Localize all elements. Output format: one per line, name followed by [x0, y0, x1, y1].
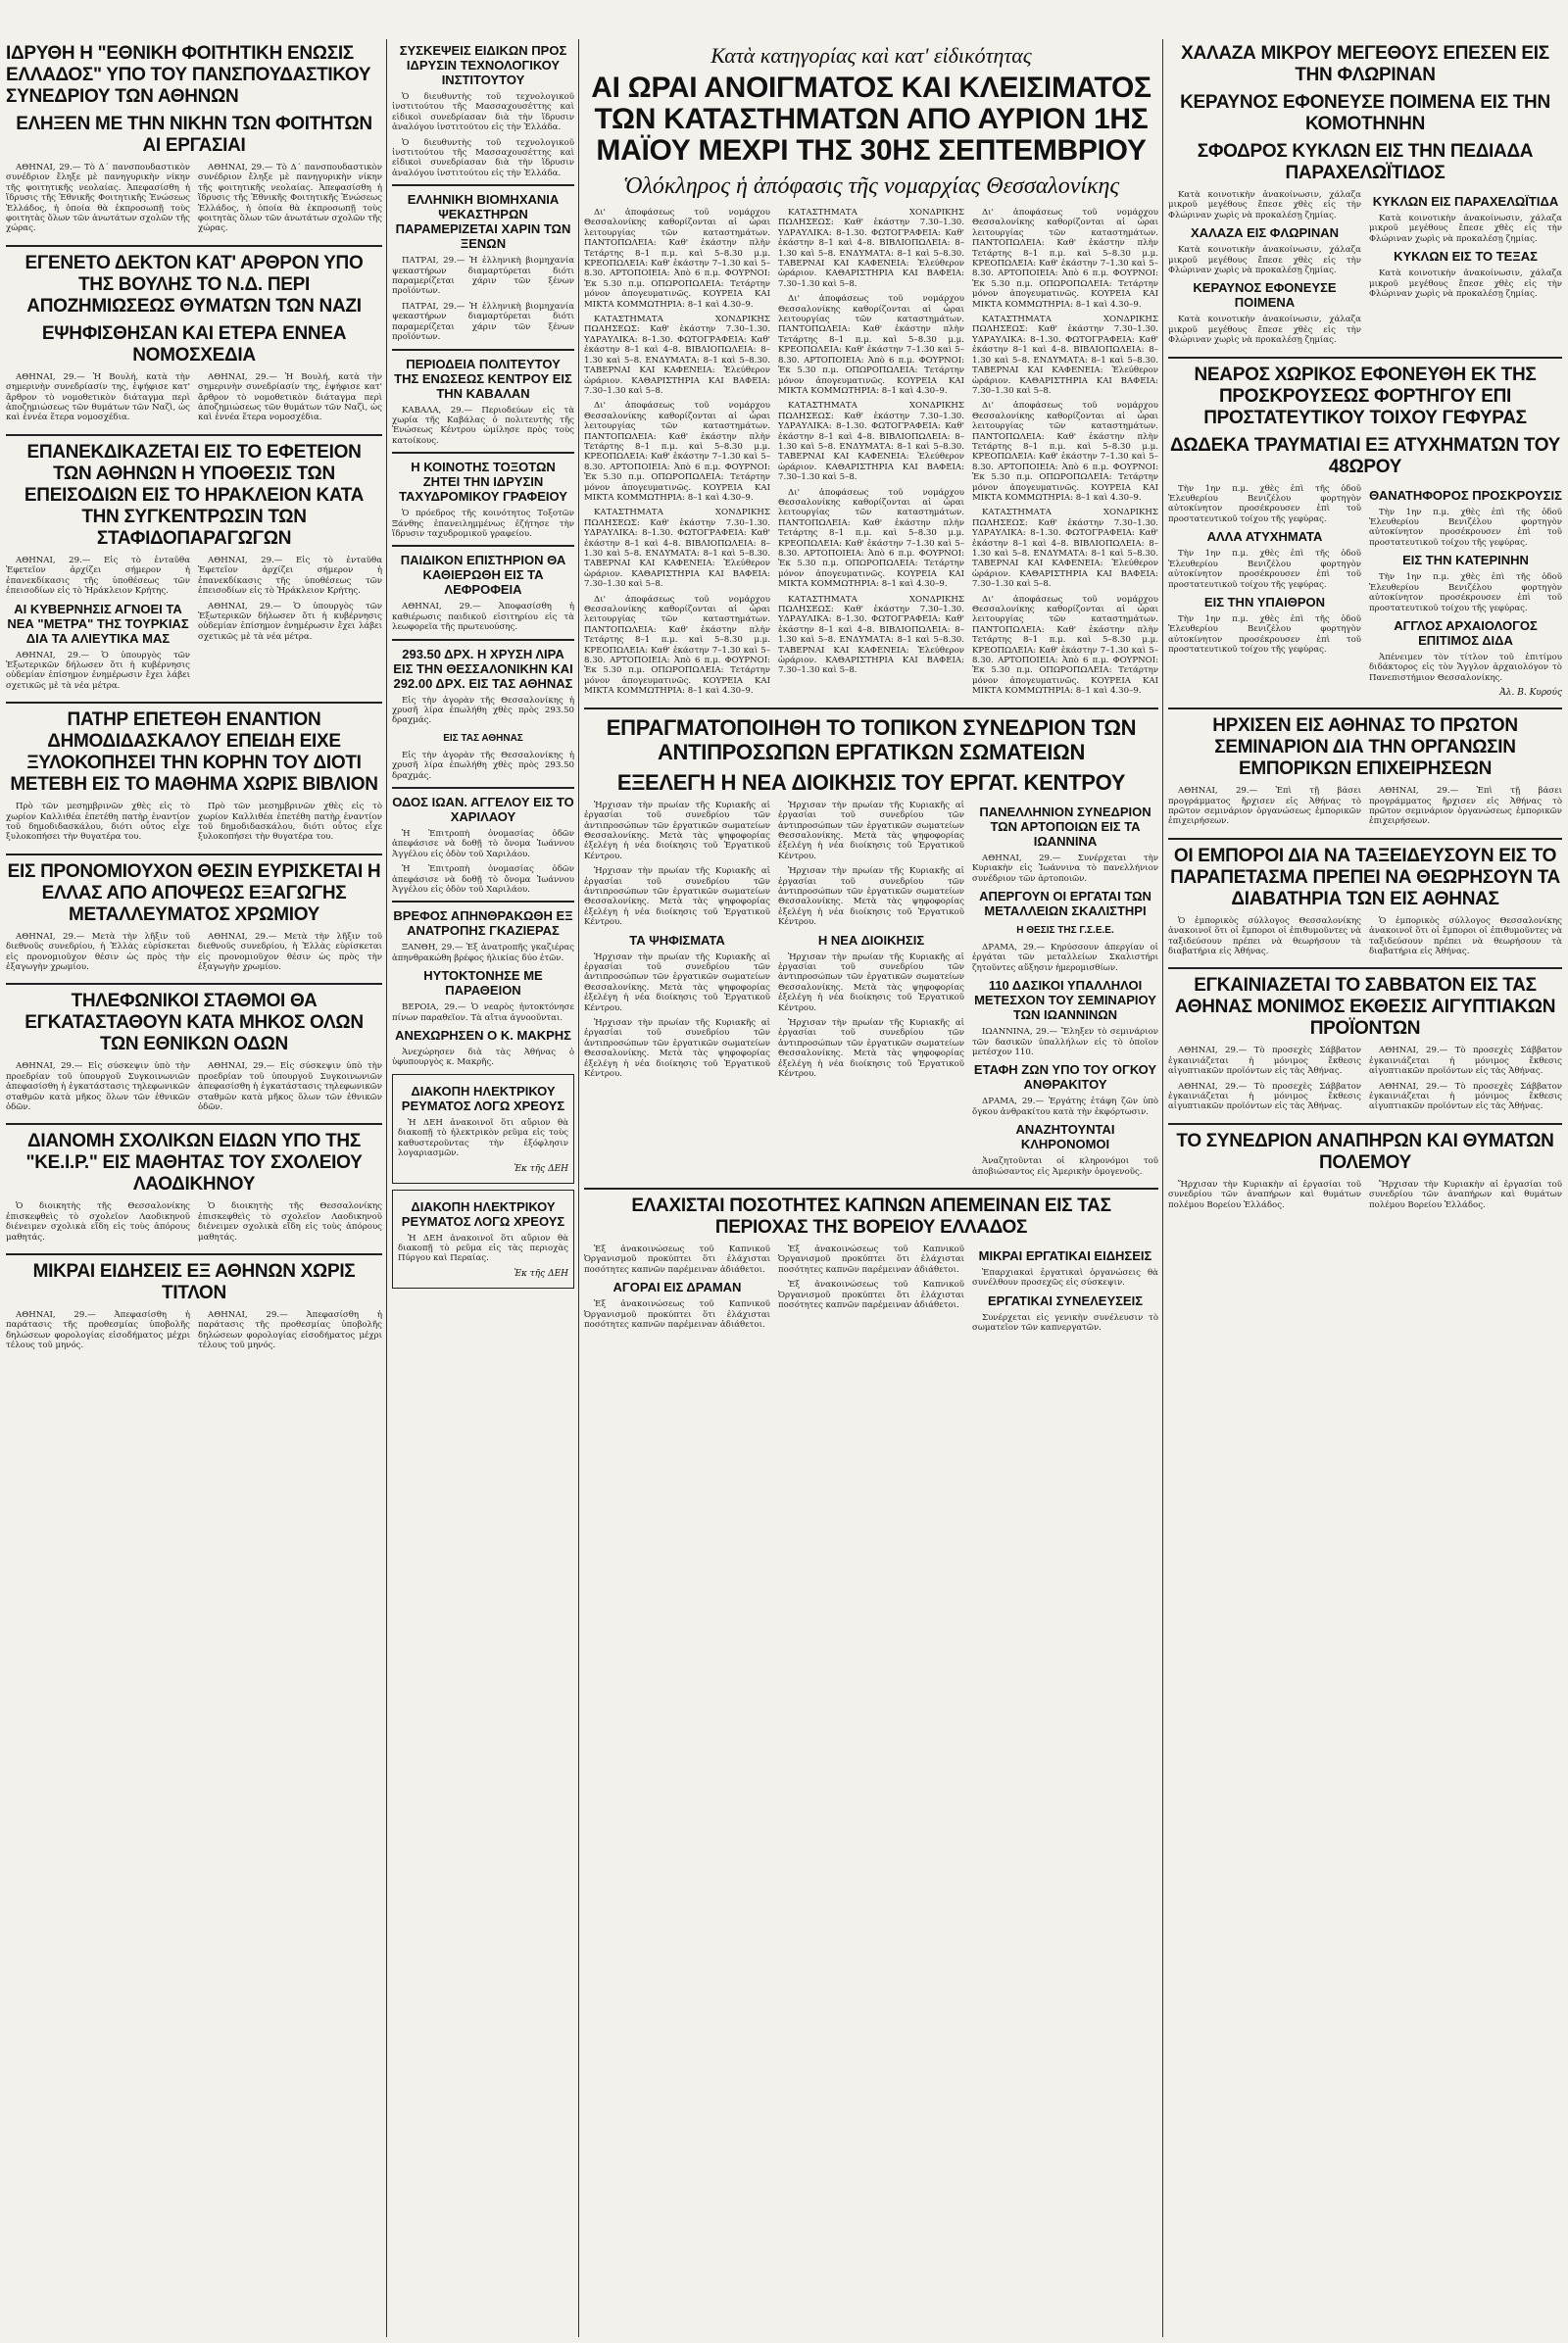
section-label-votes: ΤΑ ΨΗΦΙΣΜΑΤΑ [629, 932, 725, 948]
headline-hail-florina: ΧΑΛΑΖΑ ΜΙΚΡΟΥ ΜΕΓΕΘΟΥΣ ΕΠΕΣΕΝ ΕΙΣ ΤΗΝ ΦΛΩΡΙΝΑΝ [1181, 43, 1549, 85]
divider [6, 983, 382, 985]
subheadline-nazi-victims: ΕΨΗΦΙΣΘΗΣΑΝ ΚΑΙ ΕΤΕΡΑ ΕΝΝΕΑ ΝΟΜΟΣΧΕΔΙΑ [41, 322, 347, 366]
lead-article [584, 208, 1158, 702]
article-text: Ἠρχισαν τὴν πρωίαν τῆς Κυριακῆς αἱ ἐργασίαι τοῦ συνεδρίου τῶν ἀντιπροσώπων τῶν ἐργατικῶν σωματείων Θεσσαλονίκης. Μετὰ τὰς ψηφοφορίας ἐξελέγη ἡ νέα διοίκησις τοῦ Ἐργατικοῦ Κέντρου. [584, 1018, 770, 1080]
article-text: Ἀναζητοῦνται οἱ κληρονόμοι τοῦ ἀποβιώσαντος εἰς Ἀμερικὴν ὁμογενοῦς. [972, 1156, 1158, 1177]
article-text: Ἡ Ἐπιτροπὴ ὀνομασίας ὁδῶν ἀπεφάσισε νὰ δοθῇ τὸ ὄνομα Ἰωάννου Ἀγγέλου εἰς ὁδὸν τοῦ Χαριλάου. [392, 864, 574, 896]
column-5 [1168, 39, 1562, 2337]
divider [1168, 1123, 1562, 1125]
headline-nazi-victims: ΕΓΕΝΕΤΟ ΔΕΚΤΟΝ ΚΑΤ' ΑΡΘΡΟΝ ΥΠΟ ΤΗΣ ΒΟΥΛΗΣ ΤΟ Ν.Δ. ΠΕΡΙ ΑΠΟΖΗΜΙΩΣΕΩΣ ΘΥΜΑΤΩΝ ΤΩΝ ΝΑΖΙ [24, 252, 364, 317]
article-text: Τὴν 1ην π.μ. χθὲς ἐπὶ τῆς ὁδοῦ Ἐλευθερίου Βενιζέλου φορτηγὸν αὐτοκίνητον προσέκρουσεν ἐπὶ τοῦ προστατευτικοῦ τοίχου τῆς γεφύρας. [1168, 483, 1361, 524]
exhibition-section [1168, 1046, 1562, 1116]
lead-kicker: Κατὰ κατηγορίας καὶ κατ' εἰδικότητας [710, 43, 1032, 68]
headline-teacher-attack: ΠΑΤΗΡ ΕΠΕΤΕΘΗ ΕΝΑΝΤΙΟΝ ΔΗΜΟΔΙΔΑΣΚΑΛΟΥ ΕΠΕΙΔΗ ΕΙΧΕ ΞΥΛΟΚΟΠΗΣΕΙ ΤΗΝ ΚΟΡΗΝ ΤΟΥ ΔΙΟΤΙ ΜΕΤΕΒΗ ΕΙΣ ΤΟ ΜΑΘΗΜΑ ΧΩΡΙΣ ΒΙΒΛΙΟΝ [10, 709, 378, 796]
article-text: ΑΘΗΝΑΙ, 29.— Εἰς τὸ ἐνταῦθα Ἐφετεῖον ἀρχίζει σήμερον ἡ ἐπανεκδίκασις τῆς ὑποθέσεως τῶν ἐπεισοδίων εἰς τὸ Ἡράκλειον Κρήτης. [6, 555, 190, 597]
article-text: Ἠρχισαν τὴν πρωίαν τῆς Κυριακῆς αἱ ἐργασίαι τοῦ συνεδρίου τῶν ἀντιπροσώπων τῶν ἐργατικῶν σωματείων Θεσσαλονίκης. Μετὰ τὰς ψηφοφορίας ἐξελέγη ἡ νέα διοίκησις τοῦ Ἐργατικοῦ Κέντρου. [778, 952, 964, 1013]
headline-makris-departure: ΑΝΕΧΩΡΗΣΕΝ Ο Κ. ΜΑΚΡΗΣ [395, 1028, 571, 1044]
section-label: ΚΥΚΛΩΝ ΕΙΣ ΤΟ ΤΕΞΑΣ [1394, 249, 1538, 265]
divider [584, 1188, 1158, 1190]
article-text: ΙΩΑΝΝΙΝΑ, 29.— Ἔληξεν τὸ σεμινάριον τῶν δασικῶν ὑπαλλήλων εἰς τὸ ὁποῖον μετέσχον 110. [972, 1027, 1158, 1057]
article-text: Ἠρχισαν τὴν πρωίαν τῆς Κυριακῆς αἱ ἐργασίαι τοῦ συνεδρίου τῶν ἀντιπροσώπων τῶν ἐργατικῶν σωματείων Θεσσαλονίκης. Μετὰ τὰς ψηφοφορίας ἐξελέγη ἡ νέα διοίκησις τοῦ Ἐργατικοῦ Κέντρου. [584, 952, 770, 1013]
article-text: Ἤρχισαν τὴν Κυριακὴν αἱ ἐργασίαι τοῦ συνεδρίου τῶν ἀναπήρων καὶ θυμάτων πολέμου Βορείου Ἑλλάδος. [1168, 1179, 1361, 1210]
notice-power-cut-2 [392, 1190, 574, 1289]
article-text: Ἐξ ἀνακοινώσεως τοῦ Καπνικοῦ Ὀργανισμοῦ προκύπτει ὅτι ἐλάχισται ποσότητες καπνῶν παρέμειναν ἀδιάθετοι. [778, 1280, 964, 1310]
article-text: Ἠρχισαν τὴν πρωίαν τῆς Κυριακῆς αἱ ἐργασίαι τοῦ συνεδρίου τῶν ἀντιπροσώπων τῶν ἐργατικῶν σωματείων Θεσσαλονίκης. Μετὰ τὰς ψηφοφορίας ἐξελέγη ἡ νέα διοίκησις τοῦ Ἐργατικοῦ Κέντρου. [584, 866, 770, 928]
article-text: ΑΘΗΝΑΙ, 29.— Ἐπὶ τῇ βάσει προγράμματος ἤρχισεν εἰς Ἀθήνας τὸ πρῶτον σεμινάριον ὀργανώσεως ἐμπορικῶν ἐπιχειρήσεων. [1369, 786, 1562, 827]
headline-school-supplies: ΔΙΑΝΟΜΗ ΣΧΟΛΙΚΩΝ ΕΙΔΩΝ ΥΠΟ ΤΗΣ "ΚΕ.Ι.Ρ." ΕΙΣ ΜΑΘΗΤΑΣ ΤΟΥ ΣΧΟΛΕΙΟΥ ΛΑΟΔΙΚΗΝΟΥ [25, 1131, 363, 1196]
divider [6, 702, 382, 704]
headline-merchant-visas: ΟΙ ΕΜΠΟΡΟΙ ΔΙΑ ΝΑ ΤΑΞΕΙΔΕΥΣΟΥΝ ΕΙΣ ΤΟ ΠΑΡΑΠΕΤΑΣΜΑ ΠΡΕΠΕΙ ΝΑ ΘΕΩΡΗΣΟΥΝ ΤΑ ΔΙΑΒΑΤΗΡΙΑ ΤΩΝ ΕΙΣ ΑΘΗΝΑΣ [1170, 845, 1560, 909]
subheadline-cyclone: ΣΦΟΔΡΟΣ ΚΥΚΛΩΝ ΕΙΣ ΤΗΝ ΠΕΔΙΑΔΑ ΠΑΡΑΧΕΛΩΪΤΙΔΟΣ [1197, 141, 1534, 183]
article-text: Κατὰ κοινοτικὴν ἀνακοίνωσιν, χάλαζα μικροῦ μεγέθους ἔπεσε χθὲς εἰς τὴν Φλώριναν χωρὶς νὰ προκαλέσῃ ζημίας. [1369, 268, 1562, 300]
seminar-section [1168, 786, 1562, 832]
section-label: ΕΙΣ ΤΗΝ ΥΠΑΙΘΡΟΝ [1203, 594, 1326, 610]
column-rule [578, 39, 579, 2337]
column-rule [386, 39, 387, 2337]
headline-mine-strike: ΑΠΕΡΓΟΥΝ ΟΙ ΕΡΓΑΤΑΙ ΤΩΝ ΜΕΤΑΛΛΕΙΩΝ ΣΚΑΛΙΣΤΗΡΙ [979, 888, 1152, 918]
article-text: ΑΘΗΝΑΙ, 29.— Ἀπεφασίσθη ἡ παράτασις τῆς προθεσμίας ὑποβολῆς δηλώσεων φορολογίας εἰσοδήματος μέχρι τέλους τοῦ μηνός. [6, 1310, 190, 1351]
article-text: ΑΘΗΝΑΙ, 29.— Ἐπὶ τῇ βάσει προγράμματος ἤρχισεν εἰς Ἀθήνας τὸ πρῶτον σεμινάριον ὀργανώσεως ἐμπορικῶν ἐπιχειρήσεων. [1168, 786, 1361, 827]
subheadline-injured: ΔΩΔΕΚΑ ΤΡΑΥΜΑΤΙΑΙ ΕΞ ΑΤΥΧΗΜΑΤΩΝ ΤΟΥ 48ΩΡΟΥ [1169, 434, 1561, 477]
divider [1168, 357, 1562, 359]
lead-deck: Ὁλόκληρος ἡ ἀπόφασις τῆς νομαρχίας Θεσσαλονίκης [622, 173, 1120, 199]
article-text: Ἤρχισαν τὴν Κυριακὴν αἱ ἐργασίαι τοῦ συνεδρίου τῶν ἀναπήρων καὶ θυμάτων πολέμου Βορείου Ἑλλάδος. [1369, 1179, 1562, 1210]
article-text: Ἐξ ἀνακοινώσεως τοῦ Καπνικοῦ Ὀργανισμοῦ προκύπτει ὅτι ἐλάχισται ποσότητες καπνῶν παρέμειναν ἀδιάθετοι. [778, 1244, 964, 1275]
divider [6, 245, 382, 247]
section-label: ΧΑΛΑΖΑ ΕΙΣ ΦΛΩΡΙΝΑΝ [1191, 225, 1339, 241]
lead-headline: ΑΙ ΩΡΑΙ ΑΝΟΙΓΜΑΤΟΣ ΚΑΙ ΚΛΕΙΣΙΜΑΤΟΣ ΤΩΝ ΚΑΤΑΣΤΗΜΑΤΩΝ ΑΠΟ ΑΥΡΙΟΝ 1ΗΣ ΜΑΪΟΥ ΜΕΧΡΙ ΤΗΣ 30ΗΣ ΣΕΠΤΕΜΒΡΙΟΥ [591, 72, 1152, 167]
headline-egypt-exhibition: ΕΓΚΑΙΝΙΑΖΕΤΑΙ ΤΟ ΣΑΒΒΑΤΟΝ ΕΙΣ ΤΑΣ ΑΘΗΝΑΣ ΜΟΝΙΜΟΣ ΕΚΘΕΣΙΣ ΑΙΓΥΠΤΙΑΚΩΝ ΠΡΟΪΟΝΤΩΝ [1174, 975, 1556, 1040]
section-label: ΕΙΣ ΤΗΝ ΚΑΤΕΡΙΝΗΝ [1402, 553, 1529, 568]
article-text: ΑΘΗΝΑΙ, 29.— Ἡ Βουλή, κατὰ τὴν σημερινὴν συνεδρίασίν της, ἐψήφισε κατ' ἄρθρον τὸ νομοθετικὸν διάταγμα περὶ ἀποζημιώσεως τῶν θυμάτων τῶν Ναζὶ, ὡς καὶ ἐννέα ἕτερα νομοσχέδια. [6, 371, 190, 423]
article-text: Δι' ἀποφάσεως τοῦ νομάρχου Θεσσαλονίκης καθορίζονται αἱ ὧραι λειτουργίας τῶν καταστημάτων. ΠΑΝΤΟΠΩΛΕΙΑ: Καθ' ἑκάστην πλὴν Τετάρτης 8–1 π.μ. καὶ 5–8.30 μ.μ. ΚΡΕΟΠΩΛΕΙΑ: Καθ' ἑκάστην 7–1.30 καὶ 5–8.30. ΑΡΤΟΠΟΙΕΙΑ: Ἀπὸ 6 π.μ. ΦΟΥΡΝΟΙ: Ἐκ 5.30 π.μ. ΟΠΩΡΟΠΩΛΕΙΑ: Τετάρτην μόνον ἀπογευματινῶς. ΚΟΥΡΕΙΑ ΚΑΙ ΜΙΚΤΑ ΚΟΜΜΩΤΗΡΙΑ: 8–1 καὶ 4.30–9. [972, 401, 1158, 503]
headline-business-seminar: ΗΡΧΙΣΕΝ ΕΙΣ ΑΘΗΝΑΣ ΤΟ ΠΡΩΤΟΝ ΣΕΜΙΝΑΡΙΟΝ ΔΙΑ ΤΗΝ ΟΡΓΑΝΩΣΙΝ ΕΜΠΟΡΙΚΩΝ ΕΠΙΧΕΙΡΗΣΕΩΝ [1212, 715, 1518, 780]
article-telephone-stations [6, 1061, 382, 1117]
article-text: Συνέρχεται εἰς γενικὴν συνέλευσιν τὸ σωματεῖον τῶν καπνεργατῶν. [972, 1312, 1158, 1334]
article-text: ΑΘΗΝΑΙ, 29.— Ἡ Βουλή, κατὰ τὴν σημερινὴν συνεδρίασίν της, ἐψήφισε κατ' ἄρθρον τὸ νομοθετικὸν διάταγμα περὶ ἀποζημιώσεως τῶν θυμάτων τῶν Ναζὶ, ὡς καὶ ἐννέα ἕτερα νομοσχέδια. [198, 371, 382, 423]
article-text: Δι' ἀποφάσεως τοῦ νομάρχου Θεσσαλονίκης καθορίζονται αἱ ὧραι λειτουργίας τῶν καταστημάτων. ΠΑΝΤΟΠΩΛΕΙΑ: Καθ' ἑκάστην πλὴν Τετάρτης 8–1 π.μ. καὶ 5–8.30 μ.μ. ΚΡΕΟΠΩΛΕΙΑ: Καθ' ἑκάστην 7–1.30 καὶ 5–8.30. ΑΡΤΟΠΟΙΕΙΑ: Ἀπὸ 6 π.μ. ΦΟΥΡΝΟΙ: Ἐκ 5.30 π.μ. ΟΠΩΡΟΠΩΛΕΙΑ: Τετάρτην μόνον ἀπογευματινῶς. ΚΟΥΡΕΙΑ ΚΑΙ ΜΙΚΤΑ ΚΟΜΜΩΤΗΡΙΑ: 8–1 καὶ 4.30–9. [778, 294, 964, 396]
headline-telephone-stations: ΤΗΛΕΦΩΝΙΚΟΙ ΣΤΑΘΜΟΙ ΘΑ ΕΓΚΑΤΑΣΤΑΘΟΥΝ ΚΑΤΑ ΜΗΚΟΣ ΟΛΩΝ ΤΩΝ ΕΘΝΙΚΩΝ ΟΔΩΝ [24, 991, 364, 1055]
center-section [584, 39, 1158, 2337]
divider [6, 1123, 382, 1125]
article-text: Δι' ἀποφάσεως τοῦ νομάρχου Θεσσαλονίκης καθορίζονται αἱ ὧραι λειτουργίας τῶν καταστημάτων. ΠΑΝΤΟΠΩΛΕΙΑ: Καθ' ἑκάστην πλὴν Τετάρτης 8–1 π.μ. καὶ 5–8.30 μ.μ. ΚΡΕΟΠΩΛΕΙΑ: Καθ' ἑκάστην 7–1.30 καὶ 5–8.30. ΑΡΤΟΠΟΙΕΙΑ: Ἀπὸ 6 π.μ. ΦΟΥΡΝΟΙ: Ἐκ 5.30 π.μ. ΟΠΩΡΟΠΩΛΕΙΑ: Τετάρτην μόνον ἀπογευματινῶς. ΚΟΥΡΕΙΑ ΚΑΙ ΜΙΚΤΑ ΚΟΜΜΩΤΗΡΙΑ: 8–1 καὶ 4.30–9. [972, 208, 1158, 310]
article-teacher-attack [6, 802, 382, 848]
article-text: Κατὰ κοινοτικὴν ἀνακοίνωσιν, χάλαζα μικροῦ μεγέθους ἔπεσε χθὲς εἰς τὴν Φλώριναν χωρὶς νὰ προκαλέσῃ ζημίας. [1168, 245, 1361, 276]
headline-labour-meetings: ΕΡΓΑΤΙΚΑΙ ΣΥΝΕΛΕΥΣΕΙΣ [987, 1293, 1144, 1308]
divider [392, 184, 574, 186]
article-text: ΑΘΗΝΑΙ, 29.— Τὸ προσεχὲς Σάββατον ἐγκαινιάζεται ἡ μόνιμος ἔκθεσις αἰγυπτιακῶν προϊόντων εἰς τὰς Ἀθήνας. [1369, 1046, 1562, 1077]
divider [1168, 838, 1562, 840]
article-text: Ἠρχισαν τὴν πρωίαν τῆς Κυριακῆς αἱ ἐργασίαι τοῦ συνεδρίου τῶν ἀντιπροσώπων τῶν ἐργατικῶν σωματείων Θεσσαλονίκης. Μετὰ τὰς ψηφοφορίας ἐξελέγη ἡ νέα διοίκησις τοῦ Ἐργατικοῦ Κέντρου. [584, 800, 770, 861]
section-label-drama-markets: ΑΓΟΡΑΙ ΕΙΣ ΔΡΑΜΑΝ [612, 1280, 742, 1295]
article-text: Ὁ ἐμπορικὸς σύλλογος Θεσσαλονίκης ἀνακοινοῖ ὅτι οἱ ἔμποροι οἱ ἐπιθυμοῦντες νὰ ταξιδεύσουν πρέπει νὰ θεωρήσουν τὰ διαβατήρια εἰς Ἀθήνας. [1369, 915, 1562, 956]
article-text: Ὁ διευθυντὴς τοῦ τεχνολογικοῦ ἰνστιτούτου τῆς Μασσαχουσέττης καὶ εἰδικοὶ συνεδρίασαν διὰ τὴν ἵδρυσιν ἀναλόγου ἰνστιτούτου εἰς τὴν Ἑλλάδα. [392, 92, 574, 133]
divider [392, 452, 574, 454]
article-text: ΚΑΤΑΣΤΗΜΑΤΑ ΧΟΝΔΡΙΚΗΣ ΠΩΛΗΣΕΩΣ: Καθ' ἑκάστην 7.30–1.30. ΥΔΡΑΥΛΙΚΑ: 8–1.30. ΦΩΤΟΓΡΑΦΕΙΑ: Καθ' ἑκάστην 8–1 καὶ 4–8. ΒΙΒΛΙΟΠΩΛΕΙΑ: 8–1.30 καὶ 5–8. ΕΝΔΥΜΑΤΑ: 8–1 καὶ 5–8.30. ΤΑΒΕΡΝΑΙ ΚΑΙ ΚΑΦΕΝΕΙΑ: Ἐλεύθερον ὡράριον. ΚΑΘΑΡΙΣΤΗΡΙΑ ΚΑΙ ΒΑΦΕΙΑ: 7.30–1.30 καὶ 5–8. [972, 508, 1158, 590]
headline-buried-alive: ΕΤΑΦΗ ΖΩΝ ΥΠΟ ΤΟΥ ΟΓΚΟΥ ΑΝΘΡΑΚΙΤΟΥ [973, 1062, 1157, 1093]
article-text: Ἐπαρχιακαὶ ἐργατικαὶ ὀργανώσεις θὰ συνέλθουν προσεχῶς εἰς σύσκεψιν. [972, 1267, 1158, 1289]
divider [1168, 967, 1562, 969]
section-label-gsee: Η ΘΕΣΙΣ ΤΗΣ Γ.Σ.Ε.Ε. [1016, 924, 1114, 936]
article-text: ΑΘΗΝΑΙ, 29.— Τὸ προσεχὲς Σάββατον ἐγκαινιάζεται ἡ μόνιμος ἔκθεσις αἰγυπτιακῶν προϊόντων εἰς τὰς Ἀθήνας. [1168, 1046, 1361, 1077]
article-text: Ἠρχισαν τὴν πρωίαν τῆς Κυριακῆς αἱ ἐργασίαι τοῦ συνεδρίου τῶν ἀντιπροσώπων τῶν ἐργατικῶν σωματείων Θεσσαλονίκης. Μετὰ τὰς ψηφοφορίας ἐξελέγη ἡ νέα διοίκησις τοῦ Ἐργατικοῦ Κέντρου. [778, 866, 964, 928]
divider [584, 708, 1158, 709]
subheadline-labour-congress: ΕΞΕΛΕΓΗ Η ΝΕΑ ΔΙΟΙΚΗΣΙΣ ΤΟΥ ΕΡΓΑΤ. ΚΕΝΤΡΟΥ [616, 769, 1126, 795]
subheadline-lightning: ΚΕΡΑΥΝΟΣ ΕΦΟΝΕΥΣΕ ΠΟΙΜΕΝΑ ΕΙΣ ΤΗΝ ΚΟΜΟΤΗΝΗΝ [1180, 92, 1550, 134]
article-text: ΑΘΗΝΑΙ, 29.— Μετὰ τὴν λῆξιν τοῦ διεθνοῦς συνεδρίου, ἡ Ἑλλὰς εὑρίσκεται εἰς προνομιοῦχον θέσιν ὡς πρὸς τὴν ἐξαγωγὴν χρωμίου. [6, 931, 190, 972]
headline-labour-news: ΜΙΚΡΑΙ ΕΡΓΑΤΙΚΑΙ ΕΙΔΗΣΕΙΣ [978, 1247, 1152, 1263]
headline-sprayers: ΕΛΛΗΝΙΚΗ ΒΙΟΜΗΧΑΝΙΑ ΨΕΚΑΣΤΗΡΩΝ ΠΑΡΑΜΕΡΙΖΕΤΑΙ ΧΑΡΙΝ ΤΩΝ ΞΕΝΩΝ [395, 192, 571, 252]
article-text: Δι' ἀποφάσεως τοῦ νομάρχου Θεσσαλονίκης καθορίζονται αἱ ὧραι λειτουργίας τῶν καταστημάτων. ΠΑΝΤΟΠΩΛΕΙΑ: Καθ' ἑκάστην πλὴν Τετάρτης 8–1 π.μ. καὶ 5–8.30 μ.μ. ΚΡΕΟΠΩΛΕΙΑ: Καθ' ἑκάστην 7–1.30 καὶ 5–8.30. ΑΡΤΟΠΟΙΕΙΑ: Ἀπὸ 6 π.μ. ΦΟΥΡΝΟΙ: Ἐκ 5.30 π.μ. ΟΠΩΡΟΠΩΛΕΙΑ: Τετάρτην μόνον ἀπογευματινῶς. ΚΟΥΡΕΙΑ ΚΑΙ ΜΙΚΤΑ ΚΟΜΜΩΤΗΡΙΑ: 8–1 καὶ 4.30–9. [972, 594, 1158, 697]
article-text: Πρὸ τῶν μεσημβρινῶν χθὲς εἰς τὸ χωρίον Καλλιθέα ἐπετέθη πατὴρ ἐναντίον τοῦ δημοδιδασκάλου, διότι οὗτος εἶχε ξυλοκοπήσει τὴν θυγατέρα του. [6, 802, 190, 843]
article-text: ΚΑΤΑΣΤΗΜΑΤΑ ΧΟΝΔΡΙΚΗΣ ΠΩΛΗΣΕΩΣ: Καθ' ἑκάστην 7.30–1.30. ΥΔΡΑΥΛΙΚΑ: 8–1.30. ΦΩΤΟΓΡΑΦΕΙΑ: Καθ' ἑκάστην 8–1 καὶ 4–8. ΒΙΒΛΙΟΠΩΛΕΙΑ: 8–1.30 καὶ 5–8. ΕΝΔΥΜΑΤΑ: 8–1 καὶ 5–8.30. ΤΑΒΕΡΝΑΙ ΚΑΙ ΚΑΦΕΝΕΙΑ: Ἐλεύθερον ὡράριον. ΚΑΘΑΡΙΣΤΗΡΙΑ ΚΑΙ ΒΑΦΕΙΑ: 7.30–1.30 καὶ 5–8. [778, 594, 964, 676]
notice-signature: Ἐκ τῆς ΔΕΗ [514, 1268, 568, 1279]
article-text: Πρὸ τῶν μεσημβρινῶν χθὲς εἰς τὸ χωρίον Καλλιθέα ἐπετέθη πατὴρ ἐναντίον τοῦ δημοδιδασκάλου, διότι οὗτος εἶχε ξυλοκοπήσει τὴν θυγατέρα του. [198, 802, 382, 843]
article-text: Ἠρχισαν τὴν πρωίαν τῆς Κυριακῆς αἱ ἐργασίαι τοῦ συνεδρίου τῶν ἀντιπροσώπων τῶν ἐργατικῶν σωματείων Θεσσαλονίκης. Μετὰ τὰς ψηφοφορίας ἐξελέγη ἡ νέα διοίκησις τοῦ Ἐργατικοῦ Κέντρου. [778, 800, 964, 861]
article-text: ΑΘΗΝΑΙ, 29.— Μετὰ τὴν λῆξιν τοῦ διεθνοῦς συνεδρίου, ἡ Ἑλλὰς εὑρίσκεται εἰς προνομιοῦχον θέσιν ὡς πρὸς τὴν ἐξαγωγὴν χρωμίου. [198, 931, 382, 972]
article-text: ΑΘΗΝΑΙ, 29.— Ἀποφασίσθη ἡ καθιέρωσις παιδικοῦ εἰσιτηρίου εἰς τὰ λεωφορεῖα τῆς πρωτευούσης. [392, 602, 574, 633]
article-text: Τὴν 1ην π.μ. χθὲς ἐπὶ τῆς ὁδοῦ Ἐλευθερίου Βενιζέλου φορτηγὸν αὐτοκίνητον προσέκρουσεν ἐπὶ τοῦ προστατευτικοῦ τοίχου τῆς γεφύρας. [1369, 572, 1562, 613]
article-heraklion-retrial [6, 556, 382, 696]
article-text: ΚΑΒΑΛΑ, 29.— Περιοδεύων εἰς τὰ χωρία τῆς Καβάλας ὁ πολιτευτὴς τῆς Ἐνώσεως Κέντρου ὡμίλησε πρὸς τοὺς κατοίκους. [392, 405, 574, 446]
article-student-union [6, 163, 382, 239]
headline-labour-congress: ΕΠΡΑΓΜΑΤΟΠΟΙΗΘΗ ΤΟ ΤΟΠΙΚΟΝ ΣΥΝΕΔΡΙΟΝ ΤΩΝ ΑΝΤΙΠΡΟΣΩΠΩΝ ΕΡΓΑΤΙΚΩΝ ΣΩΜΑΤΕΙΩΝ [606, 714, 1137, 764]
notice-text: Ἡ ΔΕΗ ἀνακοινοῖ ὅτι αὔριον θὰ διακοπῇ τὸ ρεῦμα εἰς τὰς περιοχὰς Πύργου καὶ Περαίας. [398, 1233, 568, 1264]
labour-congress-section [584, 801, 1158, 1182]
article-text: Δι' ἀποφάσεως τοῦ νομάρχου Θεσσαλονίκης καθορίζονται αἱ ὧραι λειτουργίας τῶν καταστημάτων. ΠΑΝΤΟΠΩΛΕΙΑ: Καθ' ἑκάστην πλὴν Τετάρτης 8–1 π.μ. καὶ 5–8.30 μ.μ. ΚΡΕΟΠΩΛΕΙΑ: Καθ' ἑκάστην 7–1.30 καὶ 5–8.30. ΑΡΤΟΠΟΙΕΙΑ: Ἀπὸ 6 π.μ. ΦΟΥΡΝΟΙ: Ἐκ 5.30 π.μ. ΟΠΩΡΟΠΩΛΕΙΑ: Τετάρτην μόνον ἀπογευματινῶς. ΚΟΥΡΕΙΑ ΚΑΙ ΜΙΚΤΑ ΚΟΜΜΩΤΗΡΙΑ: 8–1 καὶ 4.30–9. [584, 401, 770, 503]
notice-text: Ἡ ΔΕΗ ἀνακοινοῖ ὅτι αὔριον θὰ διακοπῇ τὸ ἠλεκτρικὸν ρεῦμα εἰς τοὺς καθυστεροῦντας τὴν ἐξόφλησιν λογαριασμῶν. [398, 1117, 568, 1159]
article-nazi-victims [6, 372, 382, 428]
divider [6, 434, 382, 436]
headline-suicide: ΗΥΤΟΚΤΟΝΗΣΕ ΜΕ ΠΑΡΑΘΕΙΟΝ [423, 968, 543, 999]
article-text: ΚΑΤΑΣΤΗΜΑΤΑ ΧΟΝΔΡΙΚΗΣ ΠΩΛΗΣΕΩΣ: Καθ' ἑκάστην 7.30–1.30. ΥΔΡΑΥΛΙΚΑ: 8–1.30. ΦΩΤΟΓΡΑΦΕΙΑ: Καθ' ἑκάστην 8–1 καὶ 4–8. ΒΙΒΛΙΟΠΩΛΕΙΑ: 8–1.30 καὶ 5–8. ΕΝΔΥΜΑΤΑ: 8–1 καὶ 5–8.30. ΤΑΒΕΡΝΑΙ ΚΑΙ ΚΑΦΕΝΕΙΑ: Ἐλεύθερον ὡράριον. ΚΑΘΑΡΙΣΤΗΡΙΑ ΚΑΙ ΒΑΦΕΙΑ: 7.30–1.30 καὶ 5–8. [778, 208, 964, 289]
headline-child-ticket: ΠΑΙΔΙΚΟΝ ΕΠΙΣΤΗΡΙΟΝ ΘΑ ΚΑΘΙΕΡΩΘΗ ΕΙΣ ΤΑ ΛΕΦΡΟΦΕΙΑ [400, 553, 566, 598]
article-text: Εἰς τὴν ἀγορὰν τῆς Θεσσαλονίκης ἡ χρυσῆ λίρα ἐπωλήθη χθὲς πρὸς 293.50 δραχμάς. [392, 695, 574, 726]
article-text: Ὁ διοικητὴς τῆς Θεσσαλονίκης ἐπισκεφθεὶς τὸ σχολεῖον Λαοδικηνοῦ διένειμεν σχολικὰ εἴδη εἰς τοὺς ἀπόρους μαθητάς. [6, 1201, 190, 1243]
article-text: ΚΑΤΑΣΤΗΜΑΤΑ ΧΟΝΔΡΙΚΗΣ ΠΩΛΗΣΕΩΣ: Καθ' ἑκάστην 7.30–1.30. ΥΔΡΑΥΛΙΚΑ: 8–1.30. ΦΩΤΟΓΡΑΦΕΙΑ: Καθ' ἑκάστην 8–1 καὶ 4–8. ΒΙΒΛΙΟΠΩΛΕΙΑ: 8–1.30 καὶ 5–8. ΕΝΔΥΜΑΤΑ: 8–1 καὶ 5–8.30. ΤΑΒΕΡΝΑΙ ΚΑΙ ΚΑΦΕΝΕΙΑ: Ἐλεύθερον ὡράριον. ΚΑΘΑΡΙΣΤΗΡΙΑ ΚΑΙ ΒΑΦΕΙΑ: 7.30–1.30 καὶ 5–8. [584, 315, 770, 396]
divider [6, 1253, 382, 1255]
accident-section [1168, 484, 1562, 702]
article-text: ΠΑΤΡΑΙ, 29.— Ἡ ἑλληνικὴ βιομηχανία ψεκαστήρων διαμαρτύρεται διότι παραμερίζεται χάριν τῶν ξένων προϊόντων. [392, 301, 574, 343]
article-text: Δι' ἀποφάσεως τοῦ νομάρχου Θεσσαλονίκης καθορίζονται αἱ ὧραι λειτουργίας τῶν καταστημάτων. ΠΑΝΤΟΠΩΛΕΙΑ: Καθ' ἑκάστην πλὴν Τετάρτης 8–1 π.μ. καὶ 5–8.30 μ.μ. ΚΡΕΟΠΩΛΕΙΑ: Καθ' ἑκάστην 7–1.30 καὶ 5–8.30. ΑΡΤΟΠΟΙΕΙΑ: Ἀπὸ 6 π.μ. ΦΟΥΡΝΟΙ: Ἐκ 5.30 π.μ. ΟΠΩΡΟΠΩΛΕΙΑ: Τετάρτην μόνον ἀπογευματινῶς. ΚΟΥΡΕΙΑ ΚΑΙ ΜΙΚΤΑ ΚΟΜΜΩΤΗΡΙΑ: 8–1 καὶ 4.30–9. [584, 594, 770, 697]
article-text: Ἡ Ἐπιτροπὴ ὀνομασίας ὁδῶν ἀπεφάσισε νὰ δοθῇ τὸ ὄνομα Ἰωάννου Ἀγγέλου εἰς ὁδὸν τοῦ Χαριλάου. [392, 829, 574, 859]
article-text: Ἐξ ἀνακοινώσεως τοῦ Καπνικοῦ Ὀργανισμοῦ προκύπτει ὅτι ἐλάχισται ποσότητες καπνῶν παρέμειναν ἀδιάθετοι. [584, 1299, 770, 1330]
article-text: ΑΘΗΝΑΙ, 29.— Εἰς σύσκεψιν ὑπὸ τὴν προεδρίαν τοῦ ὑπουργοῦ Συγκοινωνιῶν ἀπεφασίσθη ἡ ἐγκατάστασις τηλεφωνικῶν σταθμῶν κατὰ μῆκος ὅλων τῶν ἐθνικῶν ὁδῶν. [6, 1061, 190, 1112]
headline-turkey-fisheries: ΑΙ ΚΥΒΕΡΝΗΣΙΣ ΑΓΝΟΕΙ ΤΑ ΝΕΑ "ΜΕΤΡΑ" ΤΗΣ ΤΟΥΡΚΙΑΣ ΔΙΑ ΤΑ ΑΛΙΕΥΤΙΚΑ ΜΑΣ [7, 601, 189, 646]
headline-war-victims: ΤΟ ΣΥΝΕΔΡΙΟΝ ΑΝΑΠΗΡΩΝ ΚΑΙ ΘΥΜΑΤΩΝ ΠΟΛΕΜΟΥ [1176, 1130, 1554, 1173]
article-text: ΚΑΤΑΣΤΗΜΑΤΑ ΧΟΝΔΡΙΚΗΣ ΠΩΛΗΣΕΩΣ: Καθ' ἑκάστην 7.30–1.30. ΥΔΡΑΥΛΙΚΑ: 8–1.30. ΦΩΤΟΓΡΑΦΕΙΑ: Καθ' ἑκάστην 8–1 καὶ 4–8. ΒΙΒΛΙΟΠΩΛΕΙΑ: 8–1.30 καὶ 5–8. ΕΝΔΥΜΑΤΑ: 8–1 καὶ 5–8.30. ΤΑΒΕΡΝΑΙ ΚΑΙ ΚΑΦΕΝΕΙΑ: Ἐλεύθερον ὡράριον. ΚΑΘΑΡΙΣΤΗΡΙΑ ΚΑΙ ΒΑΦΕΙΑ: 7.30–1.30 καὶ 5–8. [778, 401, 964, 483]
article-text: ΒΕΡΟΙΑ, 29.— Ὁ νεαρὸς ἠυτοκτόνησε πίνων παραθεῖον. Τὰ αἴτια ἀγνοοῦνται. [392, 1002, 574, 1023]
headline-infant-burned: ΒΡΕΦΟΣ ΑΠΗΝΘΡΑΚΩΘΗ ΕΞ ΑΝΑΤΡΟΠΗΣ ΓΚΑΖΙΕΡΑΣ [393, 908, 573, 939]
article-text: Κατὰ κοινοτικὴν ἀνακοίνωσιν, χάλαζα μικροῦ μεγέθους ἔπεσε χθὲς εἰς τὴν Φλώριναν χωρὶς νὰ προκαλέσῃ ζημίας. [1369, 214, 1562, 244]
section-label: ΚΥΚΛΩΝ ΕΙΣ ΠΑΡΑΧΕΛΩΪΤΙΔΑ [1372, 194, 1559, 209]
headline-tobacco: ΕΛΑΧΙΣΤΑΙ ΠΟΣΟΤΗΤΕΣ ΚΑΠΝΩΝ ΑΠΕΜΕΙΝΑΝ ΕΙΣ ΤΑΣ ΠΕΡΙΟΧΑΣ ΤΗΣ ΒΟΡΕΙΟΥ ΕΛΛΑΔΟΣ [631, 1195, 1111, 1238]
article-text: Τὴν 1ην π.μ. χθὲς ἐπὶ τῆς ὁδοῦ Ἐλευθερίου Βενιζέλου φορτηγὸν αὐτοκίνητον προσέκρουσεν ἐπὶ τοῦ προστατευτικοῦ τοίχου τῆς γεφύρας. [1168, 613, 1361, 656]
article-text: ΞΑΝΘΗ, 29.— Ἐξ ἀνατροπῆς γκαζιέρας ἀπηνθρακώθη βρέφος ἡλικίας δύο ἐτῶν. [392, 943, 574, 963]
article-text: ΑΘΗΝΑΙ, 29.— Τὸ προσεχὲς Σάββατον ἐγκαινιάζεται ἡ μόνιμος ἔκθεσις αἰγυπτιακῶν προϊόντων εἰς τὰς Ἀθήνας. [1369, 1081, 1562, 1112]
article-text: ΑΘΗΝΑΙ, 29.— Εἰς σύσκεψιν ὑπὸ τὴν προεδρίαν τοῦ ὑπουργοῦ Συγκοινωνιῶν ἀπεφασίσθη ἡ ἐγκατάστασις τηλεφωνικῶν σταθμῶν κατὰ μῆκος ὅλων τῶν ἐθνικῶν ὁδῶν. [198, 1061, 382, 1112]
article-text: ΚΑΤΑΣΤΗΜΑΤΑ ΧΟΝΔΡΙΚΗΣ ΠΩΛΗΣΕΩΣ: Καθ' ἑκάστην 7.30–1.30. ΥΔΡΑΥΛΙΚΑ: 8–1.30. ΦΩΤΟΓΡΑΦΕΙΑ: Καθ' ἑκάστην 8–1 καὶ 4–8. ΒΙΒΛΙΟΠΩΛΕΙΑ: 8–1.30 καὶ 5–8. ΕΝΔΥΜΑΤΑ: 8–1 καὶ 5–8.30. ΤΑΒΕΡΝΑΙ ΚΑΙ ΚΑΦΕΝΕΙΑ: Ἐλεύθερον ὡράριον. ΚΑΘΑΡΙΣΤΗΡΙΑ ΚΑΙ ΒΑΦΕΙΑ: 7.30–1.30 καὶ 5–8. [584, 508, 770, 590]
article-text: Δι' ἀποφάσεως τοῦ νομάρχου Θεσσαλονίκης καθορίζονται αἱ ὧραι λειτουργίας τῶν καταστημάτων. ΠΑΝΤΟΠΩΛΕΙΑ: Καθ' ἑκάστην πλὴν Τετάρτης 8–1 π.μ. καὶ 5–8.30 μ.μ. ΚΡΕΟΠΩΛΕΙΑ: Καθ' ἑκάστην 7–1.30 καὶ 5–8.30. ΑΡΤΟΠΟΙΕΙΑ: Ἀπὸ 6 π.μ. ΦΟΥΡΝΟΙ: Ἐκ 5.30 π.μ. ΟΠΩΡΟΠΩΛΕΙΑ: Τετάρτην μόνον ἀπογευματινῶς. ΚΟΥΡΕΙΑ ΚΑΙ ΜΙΚΤΑ ΚΟΜΜΩΤΗΡΙΑ: 8–1 καὶ 4.30–9. [778, 487, 964, 590]
visas-section [1168, 916, 1562, 962]
article-chromium-export [6, 932, 382, 978]
divider [392, 349, 574, 351]
tobacco-section [584, 1245, 1158, 1339]
war-victims-section [1168, 1180, 1562, 1215]
headline-short-news-athens: ΜΙΚΡΑΙ ΕΙΔΗΣΕΙΣ ΕΞ ΑΘΗΝΩΝ ΧΩΡΙΣ ΤΙΤΛΟΝ [32, 1261, 356, 1304]
article-school-supplies [6, 1201, 382, 1247]
article-text: Ὁ διευθυντὴς τοῦ τεχνολογικοῦ ἰνστιτούτου τῆς Μασσαχουσέττης καὶ εἰδικοὶ συνεδρίασαν διὰ τὴν ἵδρυσιν ἀναλόγου ἰνστιτούτου εἰς τὴν Ἑλλάδα. [392, 137, 574, 178]
article-text: Κατὰ κοινοτικὴν ἀνακοίνωσιν, χάλαζα μικροῦ μεγέθους ἔπεσε χθὲς εἰς τὴν Φλώριναν χωρὶς νὰ προκαλέσῃ ζημίας. [1168, 315, 1361, 346]
column-rule [1162, 39, 1163, 2337]
notice-signature: Ἐκ τῆς ΔΕΗ [514, 1163, 568, 1174]
column-2 [392, 39, 574, 2337]
article-text: ΑΘΗΝΑΙ, 29.— Τὸ προσεχὲς Σάββατον ἐγκαινιάζεται ἡ μόνιμος ἔκθεσις αἰγυπτιακῶν προϊόντων εἰς τὰς Ἀθήνας. [1168, 1081, 1361, 1112]
headline-forestry-seminar: 110 ΔΑΣΙΚΟΙ ΥΠΑΛΛΗΛΟΙ ΜΕΤΕΣΧΟΝ ΤΟΥ ΣΕΜΙΝΑΡΙΟΥ ΤΩΝ ΙΩΑΝΝΙΝΩΝ [974, 978, 1156, 1023]
article-text: ΠΑΤΡΑΙ, 29.— Ἡ ἑλληνικὴ βιομηχανία ψεκαστήρων διαμαρτύρεται διότι παραμερίζεται χάριν τῶν ξένων προϊόντων. [392, 256, 574, 297]
byline: Ἀλ. Β. Κυρούς [1499, 688, 1562, 699]
divider [392, 901, 574, 903]
article-text: ΑΘΗΝΑΙ, 29.— Συνέρχεται τὴν Κυριακὴν εἰς Ἰωάννινα τὸ πανελλήνιον συνέδριον τῶν ἀρτοποιῶν. [972, 853, 1158, 884]
headline-chromium-export: ΕΙΣ ΠΡΟΝΟΜΙΟΥΧΟΝ ΘΕΣΙΝ ΕΥΡΙΣΚΕΤΑΙ Η ΕΛΛΑΣ ΑΠΟ ΑΠΟΨΕΩΣ ΕΞΑΓΩΓΗΣ ΜΕΤΑΛΛΕΥΜΑΤΟΣ ΧΡΩΜΙΟΥ [7, 860, 381, 925]
article-text: Τὴν 1ην π.μ. χθὲς ἐπὶ τῆς ὁδοῦ Ἐλευθερίου Βενιζέλου φορτηγὸν αὐτοκίνητον προσέκρουσεν ἐπὶ τοῦ προστατευτικοῦ τοίχου τῆς γεφύρας. [1369, 507, 1562, 548]
article-text: ΑΘΗΝΑΙ, 29.— Τὸ Δ΄ πανσπουδαστικὸν συνέδριον ἔληξε μὲ πανηγυρικὴν νίκην τῆς φοιτητικῆς νεολαίας. Ἀπεφασίσθη ἡ ἵδρυσις τῆς Ἐθνικῆς Φοιτητικῆς Ἑνώσεως Ἑλλάδος, ἡ ὁποία θὰ ἐκπροσωπῇ τοὺς φοιτητὰς ὅλων τῶν ἀνωτάτων σχολῶν τῆς χώρας. [198, 163, 382, 234]
headline-gold-pound: 293.50 ΔΡΧ. Η ΧΡΥΣΗ ΛΙΡΑ ΕΙΣ ΤΗΝ ΘΕΣΣΑΛΟΝΙΚΗΝ ΚΑΙ 292.00 ΔΡΧ. ΕΙΣ ΤΑΣ ΑΘΗΝΑΣ [393, 646, 573, 691]
divider [6, 854, 382, 855]
notice-title: ΔΙΑΚΟΠΗ ΗΛΕΚΤΡΙΚΟΥ ΡΕΥΜΑΤΟΣ ΛΟΓΩ ΧΡΕΟΥΣ [401, 1198, 565, 1229]
notice-power-cut-1 [392, 1074, 574, 1184]
article-text: ΑΘΗΝΑΙ, 29.— Ὁ ὑπουργὸς τῶν Ἐξωτερικῶν δήλωσεν ὅτι ἡ κυβέρνησις οὐδεμίαν ἐπίσημον ἐνημέρωσιν ἔχει λάβει σχετικῶς μὲ τὰ νέα μέτρα. [6, 650, 190, 691]
article-text: Δι' ἀποφάσεως τοῦ νομάρχου Θεσσαλονίκης καθορίζονται αἱ ὧραι λειτουργίας τῶν καταστημάτων. ΠΑΝΤΟΠΩΛΕΙΑ: Καθ' ἑκάστην πλὴν Τετάρτης 8–1 π.μ. καὶ 5–8.30 μ.μ. ΚΡΕΟΠΩΛΕΙΑ: Καθ' ἑκάστην 7–1.30 καὶ 5–8.30. ΑΡΤΟΠΟΙΕΙΑ: Ἀπὸ 6 π.μ. ΦΟΥΡΝΟΙ: Ἐκ 5.30 π.μ. ΟΠΩΡΟΠΩΛΕΙΑ: Τετάρτην μόνον ἀπογευματινῶς. ΚΟΥΡΕΙΑ ΚΑΙ ΜΙΚΤΑ ΚΟΜΜΩΤΗΡΙΑ: 8–1 καὶ 4.30–9. [584, 208, 770, 310]
headline-tech-institute: ΣΥΣΚΕΨΕΙΣ ΕΙΔΙΚΩΝ ΠΡΟΣ ΙΔΡΥΣΙΝ ΤΕΧΝΟΛΟΓΙΚΟΥ ΙΝΣΤΙΤΟΥΤΟΥ [399, 43, 567, 87]
article-text: ΑΘΗΝΑΙ, 29.— Τὸ Δ΄ πανσπουδαστικὸν συνέδριον ἔληξε μὲ πανηγυρικὴν νίκην τῆς φοιτητικῆς νεολαίας. Ἀπεφασίσθη ἡ ἵδρυσις τῆς Ἐθνικῆς Φοιτητικῆς Ἑνώσεως Ἑλλάδος, ἡ ὁποία θὰ ἐκπροσωπῇ τοὺς φοιτητὰς ὅλων τῶν ἀνωτάτων σχολῶν τῆς χώρας. [6, 163, 190, 234]
article-text: ΑΘΗΝΑΙ, 29.— Ὁ ὑπουργὸς τῶν Ἐξωτερικῶν δήλωσεν ὅτι ἡ κυβέρνησις οὐδεμίαν ἐπίσημον ἐνημέρωσιν ἔχει λάβει σχετικῶς μὲ τὰ νέα μέτρα. [198, 601, 382, 642]
article-text: Εἰς τὴν ἀγορὰν τῆς Θεσσαλονίκης ἡ χρυσῆ λίρα ἐπωλήθη χθὲς πρὸς 293.50 δραχμάς. [392, 750, 574, 781]
article-text: Ἐξ ἀνακοινώσεως τοῦ Καπνικοῦ Ὀργανισμοῦ προκύπτει ὅτι ἐλάχισται ποσότητες καπνῶν παρέμειναν ἀδιάθετοι. [584, 1244, 770, 1275]
divider [1168, 708, 1562, 709]
article-text: Ἠρχισαν τὴν πρωίαν τῆς Κυριακῆς αἱ ἐργασίαι τοῦ συνεδρίου τῶν ἀντιπροσώπων τῶν ἐργατικῶν σωματείων Θεσσαλονίκης. Μετὰ τὰς ψηφοφορίας ἐξελέγη ἡ νέα διοίκησις τοῦ Ἐργατικοῦ Κέντρου. [778, 1018, 964, 1080]
article-text: ΔΡΑΜΑ, 29.— Ἐργάτης ἐτάφη ζῶν ὑπὸ ὄγκου ἀνθρακίτου κατὰ τὴν ἐκφόρτωσιν. [972, 1097, 1158, 1117]
section-label-athens: ΕΙΣ ΤΑΣ ΑΘΗΝΑΣ [443, 732, 523, 744]
headline-street-name: ΟΔΟΣ ΙΩΑΝ. ΑΓΓΕΛΟΥ ΕΙΣ ΤΟ ΧΑΡΙΛΑΟΥ [392, 795, 574, 824]
article-text: Κατὰ κοινοτικὴν ἀνακοίνωσιν, χάλαζα μικροῦ μεγέθους ἔπεσε χθὲς εἰς τὴν Φλώριναν χωρὶς νὰ προκαλέσῃ ζημίας. [1168, 190, 1361, 220]
article-text: Τὴν 1ην π.μ. χθὲς ἐπὶ τῆς ὁδοῦ Ἐλευθερίου Βενιζέλου φορτηγὸν αὐτοκίνητον προσέκρουσεν ἐπὶ τοῦ προστατευτικοῦ τοίχου τῆς γεφύρας. [1168, 549, 1361, 590]
headline-heirs-sought: ΑΝΑΖΗΤΟΥΝΤΑΙ ΚΛΗΡΟΝΟΜΟΙ [1015, 1122, 1115, 1152]
divider [392, 787, 574, 789]
article-text: ΑΘΗΝΑΙ, 29.— Εἰς τὸ ἐνταῦθα Ἐφετεῖον ἀρχίζει σήμερον ἡ ἐπανεκδίκασις τῆς ὑποθέσεως τῶν ἐπεισοδίων εἰς τὸ Ἡράκλειον Κρήτης. [198, 555, 382, 597]
headline-bakers-congress: ΠΑΝΕΛΛΗΝΙΟΝ ΣΥΝΕΔΡΙΟΝ ΤΩΝ ΑΡΤΟΠΟΙΩΝ ΕΙΣ ΤΑ ΙΩΑΝΝΙΝΑ [979, 804, 1152, 849]
section-label: ΚΕΡΑΥΝΟΣ ΕΦΟΝΕΥΣΕ ΠΟΙΜΕΝΑ [1193, 280, 1337, 311]
article-text: ΑΘΗΝΑΙ, 29.— Ἀπεφασίσθη ἡ παράτασις τῆς προθεσμίας ὑποβολῆς δηλώσεων φορολογίας εἰσοδήματος μέχρι τέλους τοῦ μηνός. [198, 1310, 382, 1351]
section-label: ΑΛΛΑ ΑΤΥΧΗΜΑΤΑ [1206, 529, 1323, 545]
subheadline-student-union: ΕΛΗΞΕΝ ΜΕ ΤΗΝ ΝΙΚΗΝ ΤΩΝ ΦΟΙΤΗΤΩΝ ΑΙ ΕΡΓΑΣΙΑΙ [16, 114, 372, 156]
article-text: Ὁ διοικητὴς τῆς Θεσσαλονίκης ἐπισκεφθεὶς τὸ σχολεῖον Λαοδικηνοῦ διένειμεν σχολικὰ εἴδη εἰς τοὺς ἀπόρους μαθητάς. [198, 1201, 382, 1243]
divider [392, 639, 574, 641]
headline-archaeologist: ΑΓΓΛΟΣ ΑΡΧΑΙΟΛΟΓΟΣ ΕΠΙΤΙΜΟΣ ΔΙΔΑ [1394, 617, 1538, 648]
section-label: ΘΑΝΑΤΗΦΟΡΟΣ ΠΡΟΣΚΡΟΥΣΙΣ [1369, 487, 1562, 503]
article-text: ΔΡΑΜΑ, 29.— Κηρύσσουν ἀπεργίαν οἱ ἐργάται τῶν μεταλλείων Σκαλιστήρι ζητοῦντες αὔξησιν ἡμερομισθίων. [972, 942, 1158, 973]
article-text: Ἀπένειμεν τὸν τίτλον τοῦ ἐπιτίμου διδάκτορος εἰς τὸν Ἄγγλον ἀρχαιολόγον τὸ Πανεπιστήμιον Θεσσαλονίκης. [1369, 652, 1562, 683]
headline-kavala-tour: ΠΕΡΙΟΔΕΙΑ ΠΟΛΙΤΕΥΤΟΥ ΤΗΣ ΕΝΩΣΕΩΣ ΚΕΝΤΡΟΥ ΕΙΣ ΤΗΝ ΚΑΒΑΛΑΝ [394, 356, 572, 401]
article-text: Ὁ ἐμπορικὸς σύλλογος Θεσσαλονίκης ἀνακοινοῖ ὅτι οἱ ἔμποροι οἱ ἐπιθυμοῦντες νὰ ταξιδεύσουν πρέπει νὰ θεωρήσουν τὰ διαβατήρια εἰς Ἀθήνας. [1168, 915, 1361, 956]
article-short-news-athens [6, 1310, 382, 1356]
divider [392, 545, 574, 547]
headline-heraklion-retrial: ΕΠΑΝΕΚΔΙΚΑΖΕΤΑΙ ΕΙΣ ΤΟ ΕΦΕΤΕΙΟΝ ΤΩΝ ΑΘΗΝΩΝ Η ΥΠΟΘΕΣΙΣ ΤΩΝ ΕΠΕΙΣΟΔΙΩΝ ΕΙΣ ΤΟ ΗΡΑΚΛΕΙΟΝ ΚΑΤΑ ΤΗΝ ΣΥΓΚΕΝΤΡΩΣΙΝ ΤΩΝ ΣΤΑΦΙΔΟΠΑΡΑΓΩΓΩΝ [24, 441, 365, 549]
headline-student-union: ΙΔΡΥΘΗ Η "ΕΘΝΙΚΗ ΦΟΙΤΗΤΙΚΗ ΕΝΩΣΙΣ ΕΛΛΑΔΟΣ" ΥΠΟ ΤΟΥ ΠΑΝΣΠΟΥΔΑΣΤΙΚΟΥ ΣΥΝΕΔΡΙΟΥ ΤΩΝ ΑΘΗΝΩΝ [6, 43, 371, 107]
weather-section [1168, 190, 1562, 351]
article-text: Ὁ πρόεδρος τῆς κοινότητος Τοξοτῶν Ξάνθης ἐπανειλημμένως ἐζήτησε τὴν ἵδρυσιν ταχυδρομικοῦ γραφείου. [392, 509, 574, 539]
article-text: Ἀνεχώρησεν διὰ τὰς Ἀθήνας ὁ ὑφυπουργὸς κ. Μακρῆς. [392, 1048, 574, 1068]
column-1 [6, 39, 382, 2337]
headline-truck-accident: ΝΕΑΡΟΣ ΧΩΡΙΚΟΣ ΕΦΟΝΕΥΘΗ ΕΚ ΤΗΣ ΠΡΟΣΚΡΟΥΣΕΩΣ ΦΟΡΤΗΓΟΥ ΕΠΙ ΠΡΟΣΤΑΤΕΥΤΙΚΟΥ ΤΟΙΧΟΥ ΓΕΦΥΡΑΣ [1194, 364, 1537, 428]
article-text: ΚΑΤΑΣΤΗΜΑΤΑ ΧΟΝΔΡΙΚΗΣ ΠΩΛΗΣΕΩΣ: Καθ' ἑκάστην 7.30–1.30. ΥΔΡΑΥΛΙΚΑ: 8–1.30. ΦΩΤΟΓΡΑΦΕΙΑ: Καθ' ἑκάστην 8–1 καὶ 4–8. ΒΙΒΛΙΟΠΩΛΕΙΑ: 8–1.30 καὶ 5–8. ΕΝΔΥΜΑΤΑ: 8–1 καὶ 5–8.30. ΤΑΒΕΡΝΑΙ ΚΑΙ ΚΑΦΕΝΕΙΑ: Ἐλεύθερον ὡράριον. ΚΑΘΑΡΙΣΤΗΡΙΑ ΚΑΙ ΒΑΦΕΙΑ: 7.30–1.30 καὶ 5–8. [972, 315, 1158, 396]
headline-toxotes-post: Η ΚΟΙΝΟΤΗΣ ΤΟΞΟΤΩΝ ΖΗΤΕΙ ΤΗΝ ΙΔΡΥΣΙΝ ΤΑΧΥΔΡΟΜΙΚΟΥ ΓΡΑΦΕΙΟΥ [399, 460, 567, 505]
section-label-administration: Η ΝΕΑ ΔΙΟΙΚΗΣΙΣ [817, 932, 925, 948]
notice-title: ΔΙΑΚΟΠΗ ΗΛΕΚΤΡΙΚΟΥ ΡΕΥΜΑΤΟΣ ΛΟΓΩ ΧΡΕΟΥΣ [401, 1083, 565, 1113]
